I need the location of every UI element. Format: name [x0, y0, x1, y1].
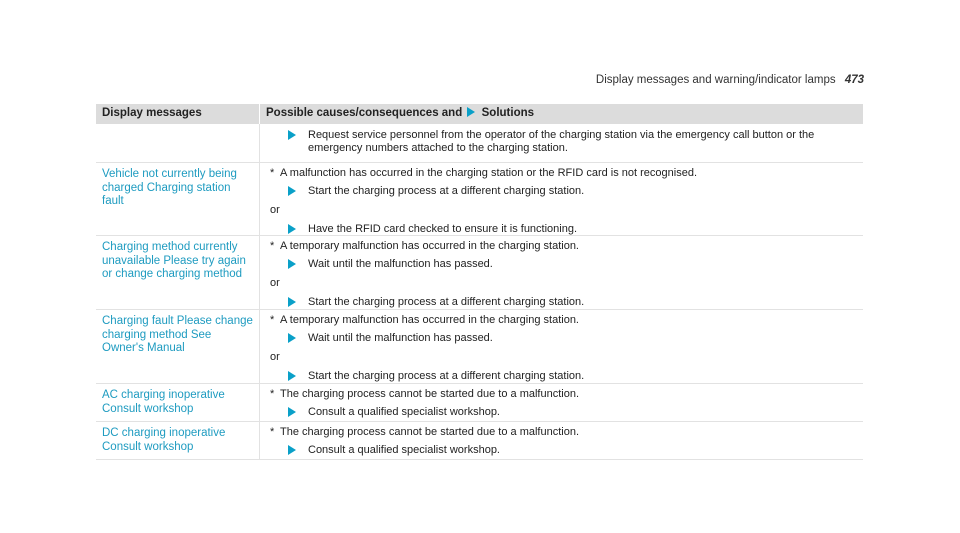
triangle-right-icon	[467, 107, 475, 117]
solution-step	[270, 406, 855, 419]
solution-step	[270, 444, 855, 457]
header-causes-label: Possible causes/consequences and	[266, 107, 463, 119]
triangle-right-icon	[288, 130, 296, 140]
cause-item	[270, 314, 855, 327]
display-message: Charging fault Please change charging method See Owner's Manual	[96, 310, 260, 383]
causes-cell	[260, 384, 863, 421]
message-cell-empty	[96, 124, 260, 162]
cause-text: The charging process cannot be started due to a malfunction.	[280, 426, 580, 438]
solution-step	[270, 296, 855, 309]
solution-text: Wait until the malfunction has passed.	[308, 332, 493, 344]
causes-cell	[260, 163, 863, 235]
display-message: Charging method currently unavailable Please try again or change charging method	[96, 236, 260, 309]
asterisk-marker: *	[270, 426, 275, 438]
header-causes-solutions	[260, 104, 863, 124]
header-solutions-label: Solutions	[481, 107, 535, 119]
triangle-right-icon	[288, 371, 296, 381]
causes-cell	[260, 310, 863, 383]
table-row	[96, 422, 863, 460]
solution-step	[270, 129, 855, 155]
triangle-right-icon	[288, 259, 296, 269]
table-header	[96, 104, 863, 124]
page-number: 473	[844, 74, 864, 86]
display-messages-table	[96, 104, 863, 460]
triangle-right-icon	[288, 407, 296, 417]
solution-text: Consult a qualified specialist workshop.	[308, 406, 500, 418]
header-display-messages: Display messages	[96, 104, 260, 124]
asterisk-marker: *	[270, 240, 275, 252]
cause-item	[270, 426, 855, 439]
solution-text: Start the charging process at a different charging station.	[308, 296, 585, 308]
table-row	[96, 163, 863, 236]
triangle-right-icon	[288, 297, 296, 307]
cause-text: A temporary malfunction has occurred in the charging station.	[280, 240, 579, 252]
solution-text: Consult a qualified specialist workshop.	[308, 444, 500, 456]
asterisk-marker: *	[270, 167, 275, 179]
solution-text: Start the charging process at a different charging station.	[308, 185, 585, 197]
solution-step	[270, 223, 855, 236]
triangle-right-icon	[288, 333, 296, 343]
or-separator: or	[270, 204, 280, 216]
cause-item	[270, 167, 855, 180]
cause-item	[270, 388, 855, 401]
causes-cell	[260, 422, 863, 459]
display-message: Vehicle not currently being charged Charging station fault	[96, 163, 260, 235]
display-message: DC charging inoperative Consult workshop	[96, 422, 260, 459]
triangle-right-icon	[288, 224, 296, 234]
table-row	[96, 236, 863, 310]
display-message: AC charging inoperative Consult workshop	[96, 384, 260, 421]
solution-text: Have the RFID card checked to ensure it is functioning.	[308, 223, 578, 235]
solution-step	[270, 370, 855, 383]
table-row-continuation	[96, 124, 863, 163]
causes-cell	[260, 236, 863, 309]
page-header	[596, 74, 864, 86]
triangle-right-icon	[288, 445, 296, 455]
causes-cell	[260, 124, 863, 162]
asterisk-marker: *	[270, 314, 275, 326]
solution-step	[270, 185, 855, 198]
or-separator: or	[270, 351, 280, 363]
solution-text: Wait until the malfunction has passed.	[308, 258, 493, 270]
triangle-right-icon	[288, 186, 296, 196]
asterisk-marker: *	[270, 388, 275, 400]
solution-step	[270, 332, 855, 345]
section-title: Display messages and warning/indicator lamps	[595, 74, 836, 86]
cause-text: A malfunction has occurred in the charging station or the RFID card is not recognised.	[280, 167, 697, 179]
solution-text: Start the charging process at a different charging station.	[308, 370, 585, 382]
cause-text: The charging process cannot be started due to a malfunction.	[280, 388, 580, 400]
table-row	[96, 384, 863, 422]
table-row	[96, 310, 863, 384]
solution-text: Request service personnel from the operator of the charging station via the emergency call button or the emergency numbers attached to the charging station.	[308, 129, 815, 154]
cause-item	[270, 240, 855, 253]
or-separator: or	[270, 277, 280, 289]
cause-text: A temporary malfunction has occurred in the charging station.	[280, 314, 579, 326]
solution-step	[270, 258, 855, 271]
